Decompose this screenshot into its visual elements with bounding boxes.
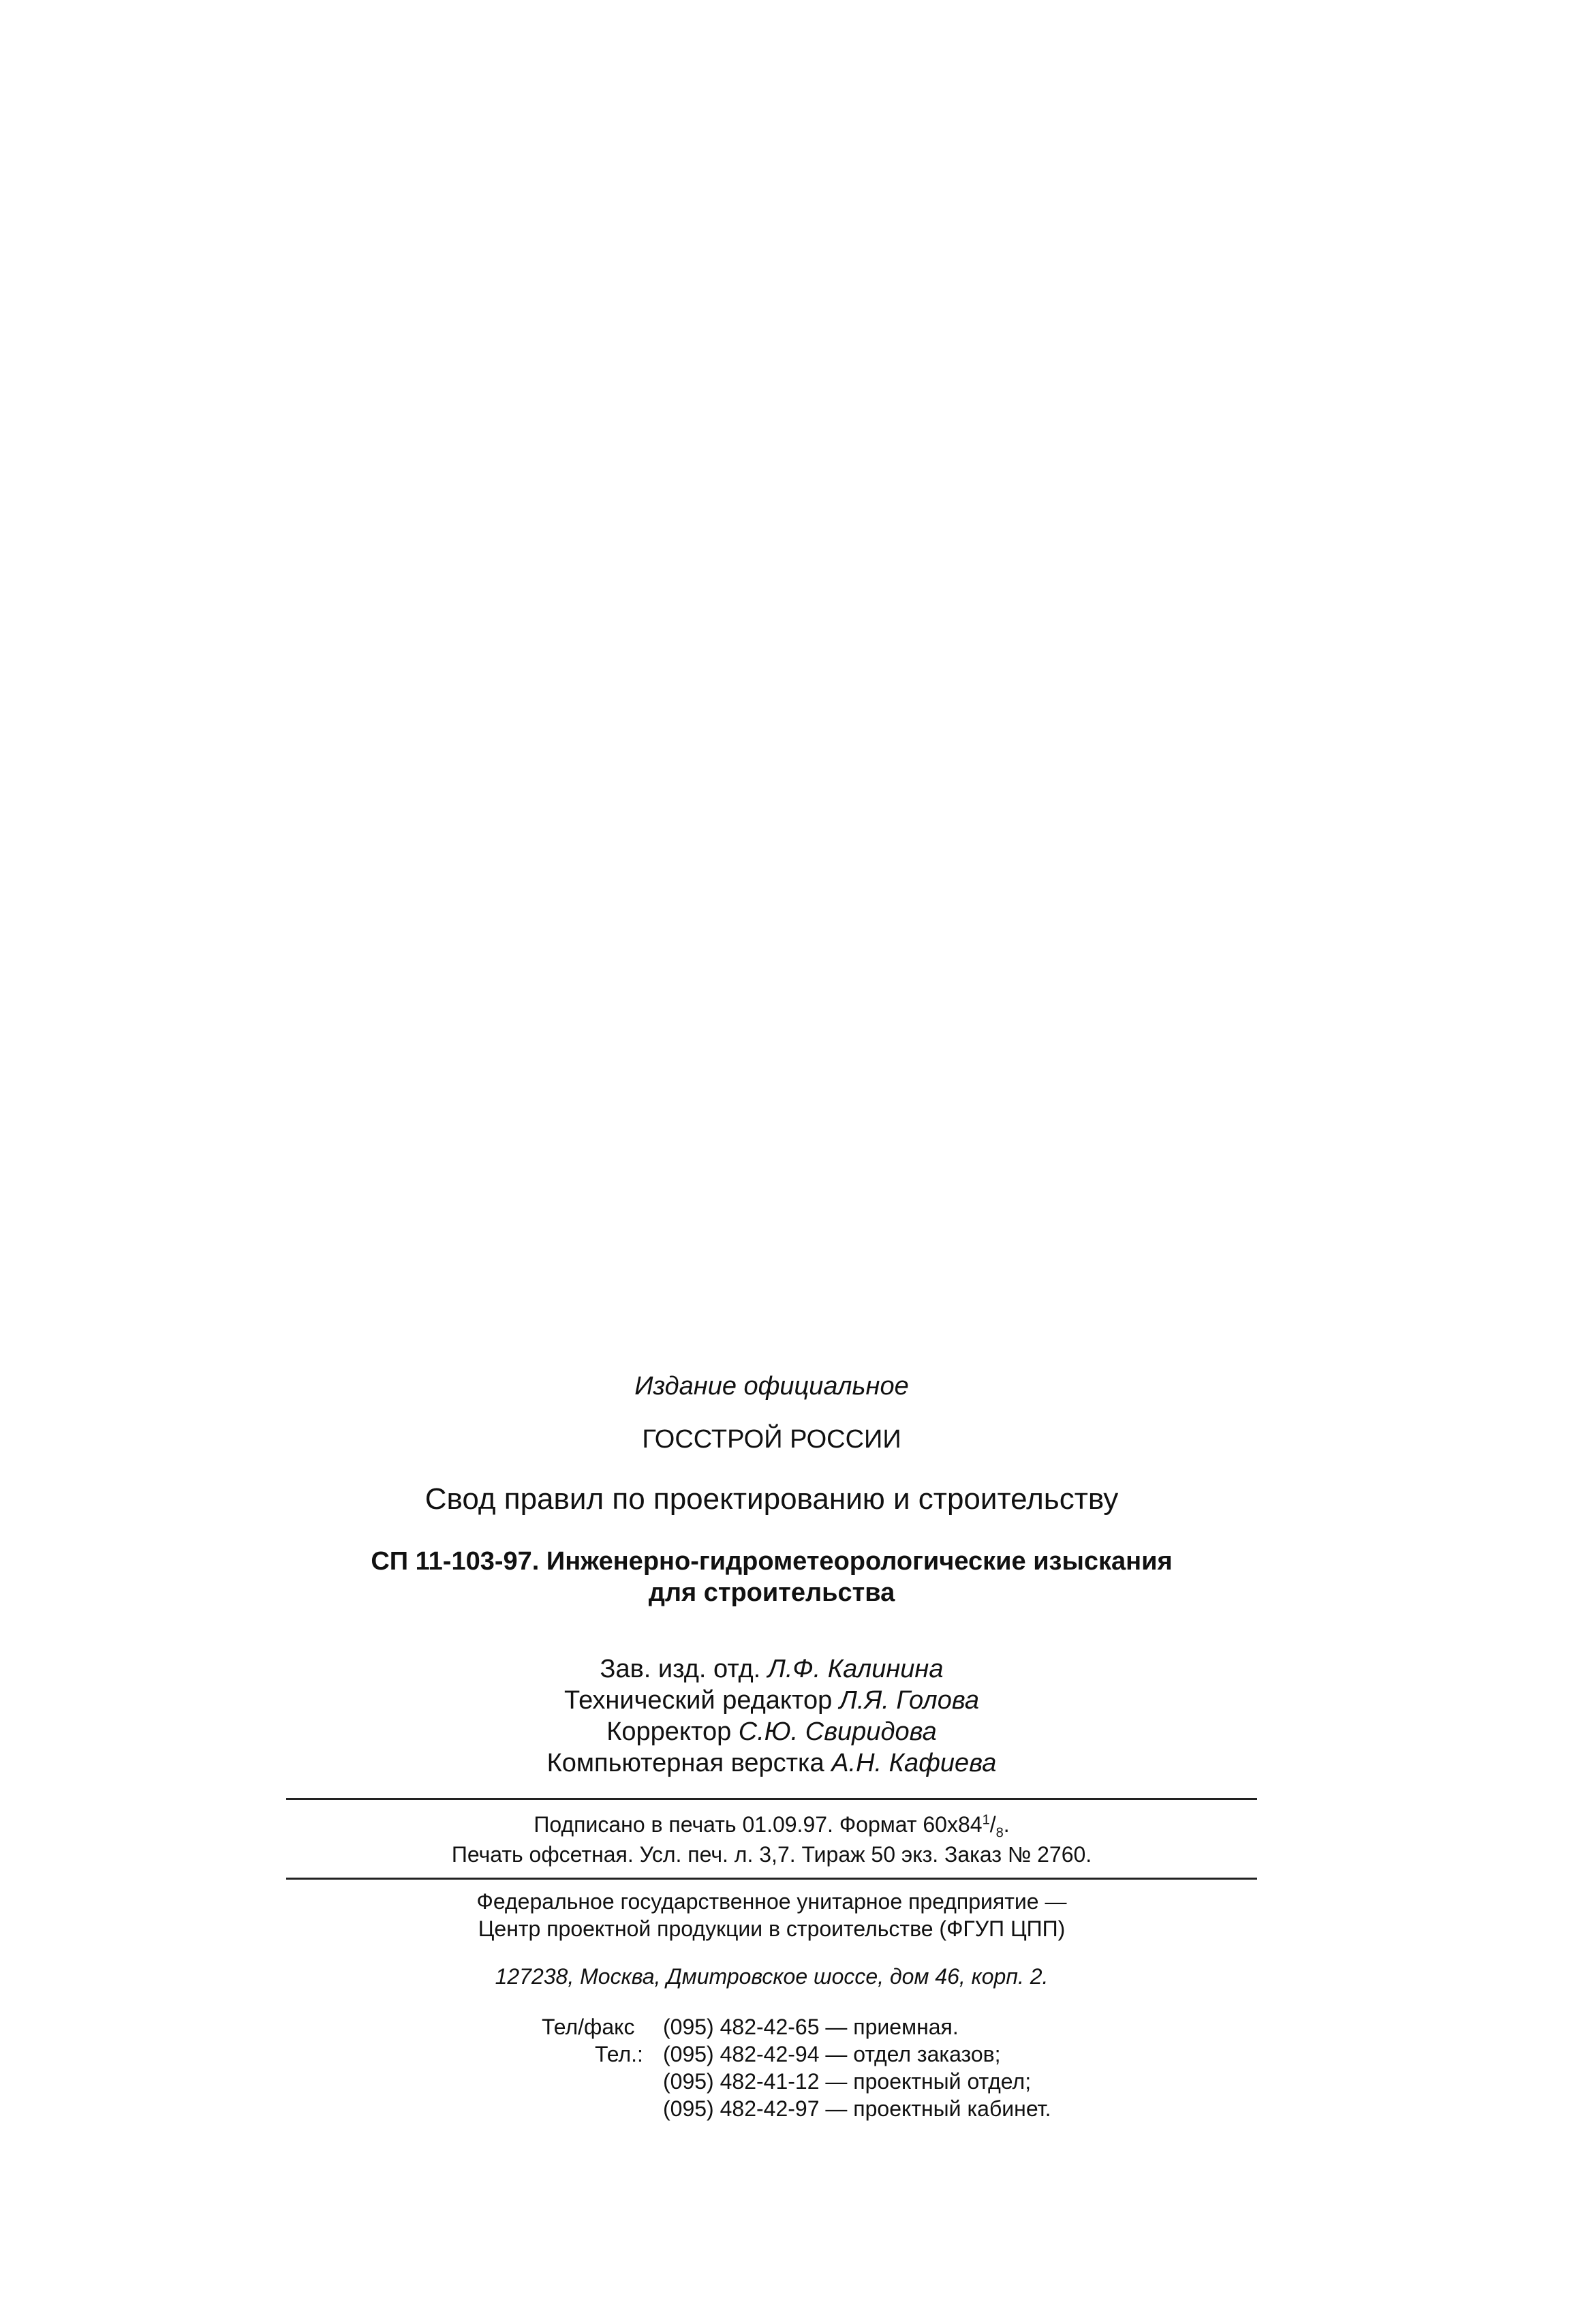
format-fraction-separator: / (989, 1812, 996, 1837)
print-format-text: Подписано в печать 01.09.97. Формат 60х84 (534, 1812, 983, 1837)
staff-row (286, 1685, 1257, 1716)
format-fraction-denominator: 8 (995, 1825, 1004, 1841)
print-line-1 (286, 1809, 1257, 1839)
staff-row (286, 1653, 1257, 1685)
document-title (286, 1546, 1257, 1608)
staff-row (286, 1716, 1257, 1747)
staff-name: Л.Я. Голова (839, 1686, 979, 1715)
phone-list (286, 2013, 1257, 2136)
staff-name: А.Н. Кафиева (831, 1749, 997, 1777)
format-period: . (1003, 1812, 1010, 1837)
staff-role: Компьютерная верстка (546, 1749, 824, 1777)
tel-label: Тел.: (595, 2042, 643, 2066)
tel-number-design-dept: (095) 482-41-12 — проектный отдел; (663, 2069, 1032, 2094)
staff-role: Корректор (606, 1717, 732, 1746)
publisher-line2: Центр проектной продукции в строительстве (ФГУП ЦПП) (478, 1916, 1066, 1941)
publisher-address: 127238, Москва, Дмитровское шоссе, дом 46, корп. 2. (495, 1964, 1049, 1989)
series-title: Свод правил по проектированию и строительству (424, 1482, 1119, 1516)
agency-name: ГОССТРОЙ РОССИИ (642, 1425, 901, 1454)
print-info (286, 1800, 1257, 1878)
fax-number: (095) 482-42-65 — приемная. (663, 2015, 959, 2039)
print-line-2: Печать офсетная. Усл. печ. л. 3,7. Тираж 50 экз. Заказ № 2760. (451, 1842, 1092, 1867)
publisher-line1: Федеральное государственное унитарное предприятие — (476, 1889, 1067, 1914)
staff-credits (286, 1653, 1257, 1779)
staff-row (286, 1747, 1257, 1779)
edition-type: Издание официальное (634, 1372, 909, 1401)
format-fraction-numerator: 1 (982, 1812, 990, 1828)
publisher (286, 1880, 1257, 1942)
imprint-block (286, 1370, 1257, 2136)
document-title-line2: для строительства (648, 1578, 895, 1607)
staff-role: Технический редактор (564, 1686, 833, 1715)
tel-number-design-office: (095) 482-42-97 — проектный кабинет. (663, 2096, 1051, 2121)
staff-role: Зав. изд. отд. (600, 1655, 761, 1683)
tel-number-orders: (095) 482-42-94 — отдел заказов; (663, 2042, 1001, 2066)
staff-name: С.Ю. Свиридова (738, 1717, 937, 1746)
fax-label: Тел/факс (542, 2015, 635, 2039)
staff-name: Л.Ф. Калинина (767, 1655, 944, 1683)
document-title-line1: СП 11-103-97. Инженерно-гидрометеорологические изыскания (371, 1547, 1173, 1576)
